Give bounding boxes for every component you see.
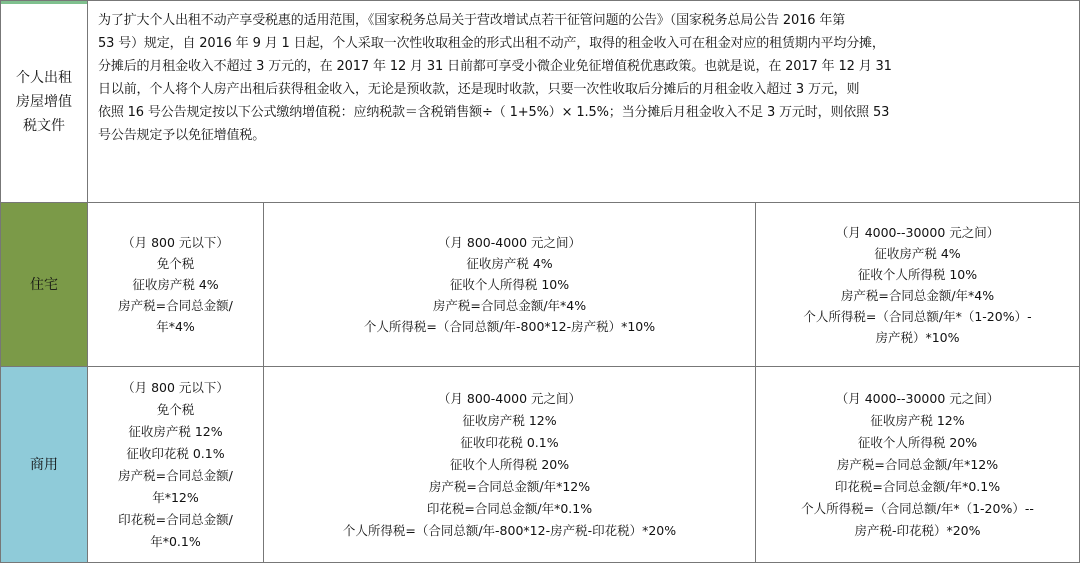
- residential-tier3-cell: [755, 202, 1080, 367]
- policy-text-cell: [87, 0, 1080, 203]
- commercial-tier2-line: （月 800-4000 元之间）: [437, 390, 582, 406]
- policy-label-line: 税文件: [23, 117, 65, 134]
- commercial-tier2-line: 征收房产税 12%: [462, 412, 557, 428]
- commercial-tier3-cell: [755, 366, 1080, 563]
- commercial-tier3-line: 征收房产税 12%: [870, 412, 965, 428]
- commercial-tier1-line: 免个税: [156, 401, 195, 417]
- commercial-tier3-line: 房产税-印花税）*20%: [854, 522, 981, 538]
- policy-text-line: 号公告规定予以免征增值税。: [98, 128, 266, 143]
- policy-label-line: 房屋增值: [16, 93, 72, 110]
- residential-tier1-line: （月 800 元以下）: [122, 235, 229, 250]
- commercial-tier2-cell: [263, 366, 756, 563]
- commercial-tier2-line: 征收印花税 0.1%: [460, 434, 559, 450]
- residential-tier3-line: 征收房产税 4%: [874, 245, 961, 261]
- commercial-tier3-line: 征收个人所得税 20%: [857, 434, 978, 450]
- commercial-tier1-line: 征收房产税 12%: [128, 423, 223, 439]
- commercial-tier1-line: 年*0.1%: [150, 533, 201, 549]
- residential-tier1-line: 征收房产税 4%: [132, 277, 219, 292]
- commercial-tier2-line: 印花税=合同总金额/年*0.1%: [426, 500, 593, 516]
- residential-tier2-cell: [263, 202, 756, 367]
- residential-tier3-line: 个人所得税=（合同总额/年*（1-20%）-: [803, 308, 1032, 324]
- residential-tier1-line: 免个税: [156, 256, 195, 271]
- residential-tier2-line: 征收房产税 4%: [466, 256, 553, 271]
- commercial-tier1-line: 征收印花税 0.1%: [126, 445, 225, 461]
- policy-text-line: 为了扩大个人出租不动产享受税惠的适用范围，《国家税务总局关于营改增试点若干征管问题的公告》（国家税务总局公告 2016 年第: [98, 13, 846, 28]
- policy-text-line: 日以前，个人将个人房产出租后获得租金收入，无论是预收款，还是现时收款，只要一次性收取后分摊后的月租金收入超过 3 万元，则: [98, 82, 860, 97]
- residential-tier1-line: 房产税=合同总金额/: [118, 298, 233, 313]
- residential-tier2-line: 征收个人所得税 10%: [449, 277, 570, 292]
- policy-text-line: 依照 16 号公告规定按以下公式缴纳增值税：应纳税款＝含税销售额÷（ 1+5%）× 1.5%；当分摊后月租金收入不足 3 万元时，则依照 53: [98, 105, 890, 120]
- commercial-tier1-cell: [87, 366, 264, 563]
- commercial-tier3-line: 个人所得税=（合同总额/年*（1-20%）--: [801, 500, 1034, 516]
- residential-tier2-line: 房产税=合同总金额/年*4%: [432, 298, 587, 313]
- commercial-tier3-line: 印花税=合同总金额/年*0.1%: [834, 478, 1001, 494]
- residential-label: 住宅: [30, 276, 58, 293]
- commercial-tier3-line: 房产税=合同总金额/年*12%: [836, 456, 999, 472]
- commercial-label-cell: [0, 366, 88, 563]
- residential-tier1-line: 年*4%: [156, 319, 195, 334]
- residential-tier3-line: 房产税）*10%: [875, 329, 960, 345]
- residential-tier3-line: （月 4000--30000 元之间）: [835, 224, 1000, 240]
- commercial-tier1-line: 印花税=合同总金额/: [118, 511, 233, 527]
- residential-tier3-line: 房产税=合同总金额/年*4%: [840, 287, 995, 303]
- commercial-tier2-line: 征收个人所得税 20%: [449, 456, 570, 472]
- commercial-tier1-line: （月 800 元以下）: [122, 379, 229, 395]
- commercial-tier1-line: 年*12%: [152, 489, 199, 505]
- policy-text-line: 53 号）规定，自 2016 年 9 月 1 日起，个人采取一次性收取租金的形式出租不动产，取得的租金收入可在租金对应的租赁期内平均分摊，: [98, 36, 885, 51]
- commercial-tier1-line: 房产税=合同总金额/: [118, 467, 233, 483]
- policy-text-line: 分摊后的月租金收入不超过 3 万元的，在 2017 年 12 月 31 日前都可享受小微企业免征增值税优惠政策。也就是说，在 2017 年 12 月 31: [98, 59, 892, 74]
- residential-tier2-line: 个人所得税=（合同总额/年-800*12-房产税）*10%: [363, 319, 656, 334]
- commercial-label: 商用: [30, 456, 58, 473]
- residential-tier1-cell: [87, 202, 264, 367]
- policy-label-cell: [0, 0, 88, 203]
- commercial-tier2-line: 个人所得税=（合同总额/年-800*12-房产税-印花税）*20%: [342, 522, 677, 538]
- residential-label-cell: [0, 202, 88, 367]
- commercial-tier2-line: 房产税=合同总金额/年*12%: [428, 478, 591, 494]
- residential-tier3-line: 征收个人所得税 10%: [857, 266, 978, 282]
- policy-label-line: 个人出租: [16, 69, 72, 86]
- commercial-tier3-line: （月 4000--30000 元之间）: [835, 390, 1000, 406]
- residential-tier2-line: （月 800-4000 元之间）: [437, 235, 582, 250]
